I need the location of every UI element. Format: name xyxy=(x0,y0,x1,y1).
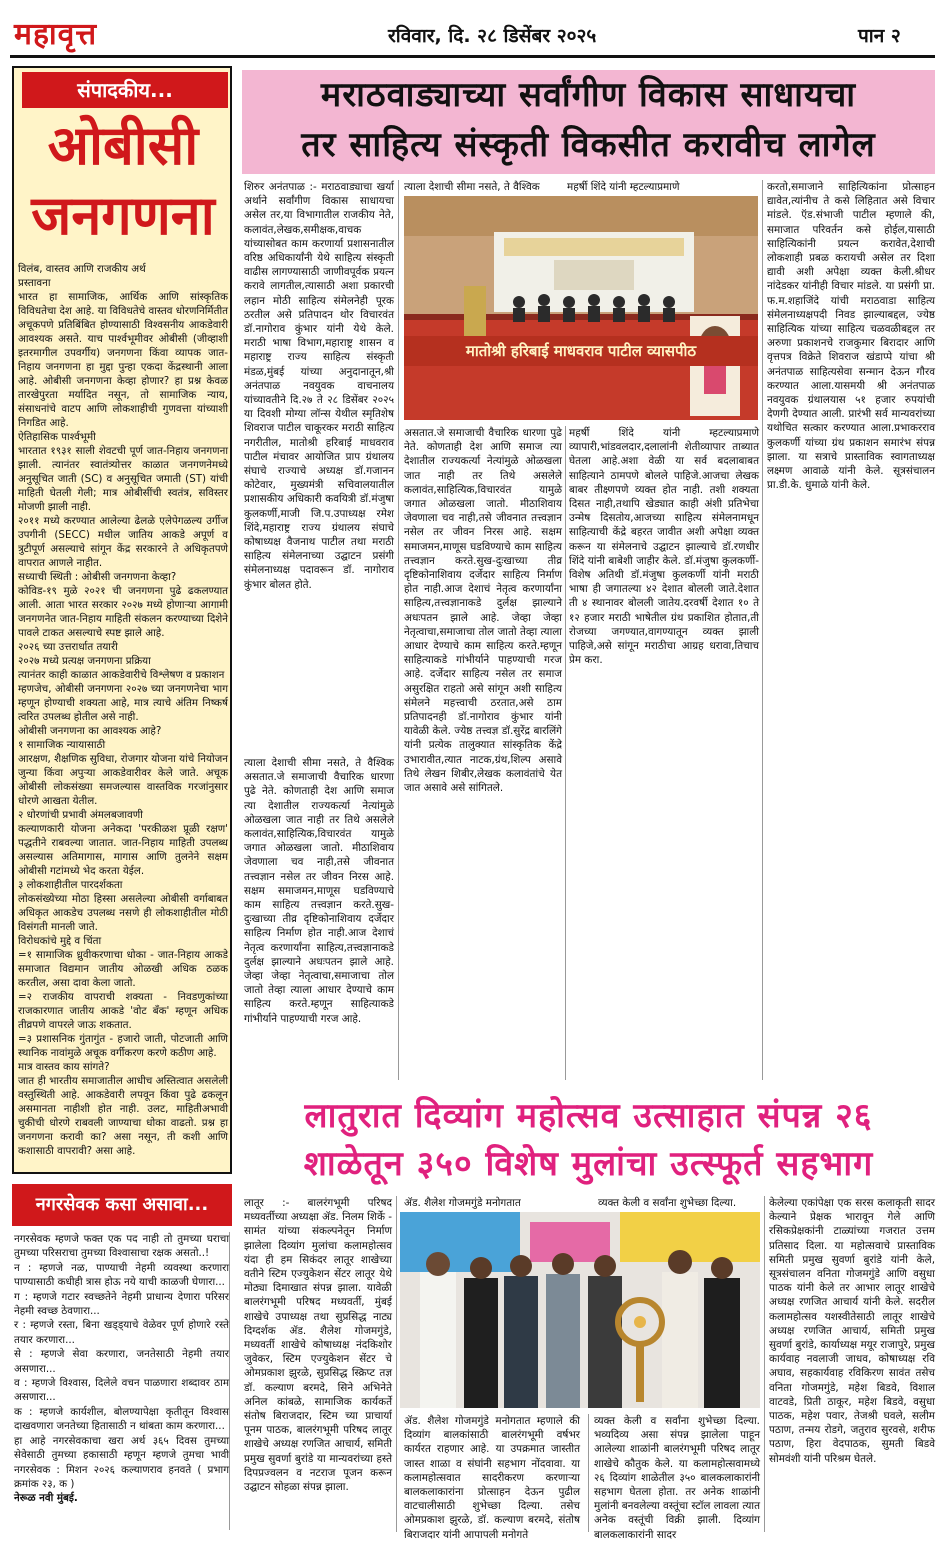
divyang-festival-photo xyxy=(400,1212,760,1408)
editorial-para: २०२७ मध्ये प्रत्यक्ष जनगणना प्रक्रिया xyxy=(18,655,151,667)
article1-col3: महर्षी शिंदे यांनी म्हटल्याप्रमाणे व्यापारी,भांडवलदार,दलालांनी शेतीव्यापार ताब्यात घेतला आहे.अशा वेळी या सर्व बदलाबाबत साहित्याने ठामपणे बोलले पाहिजे.आजचा लेखक बाबर तीक्ष्णपणे व्यक्त होत नाही. तशी शक्यता दिसत नाही,तथापि खेड्यात काही अंशी प्रतिभेचा उन्मेष दिसतोय,आजच्या साहित्य संमेलनामधून साहित्याची केंद्रे बहरत जावीत अशी अपेक्षा व्यक्त करून या संमेलनाचे उद्घाटन झाल्याचे डॉ.रणधीर शिंदे यांनी बाबेशी जाहीर केले. डॉ.मंजुषा कुलकर्णी-विशेष अतिथी डॉ.मंजुषा कुलकर्णी यांनी मराठी भाषा ही जगातल्या ४२ देशात बोलली जाते.देशात ती ४ स्थानावर बोलली जातेय.दरवर्षी देशात १० ते १२ हजार मराठी भाषेतील ग्रंथ प्रकाशित होतात,ती रोजच्या जगण्यात,वागण्यातून व्यक्त झाली पाहिजे,असे सांगून मराठीचा आग्रह धरावा,तिचाच प्रेम करा. xyxy=(569,427,759,667)
article2-col2-lead: ॲड. शैलेश गोजमगुंडे मनोगतात xyxy=(404,1197,521,1209)
nagarsevak-para: न : म्हणजे नळ, पाण्याची नेहमी व्यवस्था करणारा पाण्यासाठी कधीही त्रास होऊ नये याची काळजी घेणारा... xyxy=(14,1261,229,1289)
editorial-para: प्रस्तावना xyxy=(18,277,51,289)
editorial-para: =१ सामाजिक ध्रुवीकरणाचा धोका - जात-निहाय आकडे समाजात विद्यमान जातीय ओळखी अधिक ठळक करतील, असा दावा केला जातो. xyxy=(18,949,228,989)
editorial-para: सध्याची स्थिती : ओबीसी जनगणना केव्हा? xyxy=(18,571,177,583)
article2-headline xyxy=(242,1092,935,1192)
newspaper-logo: महावृत्त xyxy=(14,17,98,52)
editorial-para: कोविड-१९ मुळे २०२१ ची जनगणना पुढे ढकलण्यात आली. आता भारत सरकार २०२७ मध्ये होणाऱ्या आगामी जनगणनेत जात-निहाय माहिती संकलन करण्याच्या दिशेने पावले टाकत असल्याचे स्पष्ट झाले आहे. xyxy=(18,585,228,639)
article2-col4: केलेल्या एकांपेक्षा एक सरस कलाकृती सादर केल्याने प्रेक्षक भारावून गेले आणि रसिकप्रेक्षकांनी टाळ्यांच्या गजरात उत्तम प्रतिसाद दिला. या महोत्सवाचे प्रास्ताविक समिती प्रमुख सुवर्णा बुरांडे यांनी केले, सूत्रसंचालन वनिता गोजमगुंडे आणि वसुधा पाठक यांनी केले तर आभार लातूर शाखेचे अध्यक्ष रणजित आचार्य यांनी केले. सदरील कलामहोत्सव यशस्वीतेसाठी लातूर शाखेचे अध्यक्ष रणजित आचार्य, समिती प्रमुख सुवर्णा बुरांडे, कार्याध्यक्ष मयूर राजापुरे, प्रमुख कार्यवाह नवलाजी जाधव, कोषाध्यक्ष रवि अघाव, सहकार्यवाह रविकिरण सावंत तसेच वनिता गोजमगुंडे, महेश बिडवे, विशाल वाटवडे, प्रिती ठाकूर, महेश बिडवे, वसुधा पाठक, महेश पवार, तेजश्री घवले, सलीम पठाण, तन्मय रोडगे, जतुराव सुरवसे, शरीफ पठाण, हिरा वेदपाठक, सुमती बिडवे सोमवंशी यांनी परिश्रम घेतले. xyxy=(769,1197,935,1465)
editorial-title-line1: ओबीसी xyxy=(47,113,199,177)
editorial-body xyxy=(18,262,228,1170)
article2-headline-line2: शाळेतून ३५० विशेष मुलांचा उत्स्फूर्त सहभाग xyxy=(303,1144,874,1184)
nagarsevak-para: नगरसेवक म्हणजे फक्त एक पद नाही तो तुमच्या घराचा तुमच्या परिसराचा तुमच्या विश्वासाचा रक्षक असतो..! xyxy=(14,1233,229,1260)
editorial-para: २ धोरणांची प्रभावी अंमलबजावणी xyxy=(18,809,143,821)
divyang-festival-photo-image xyxy=(400,1212,760,1408)
page-number: पान २ xyxy=(858,25,901,47)
editorial-para: =३ प्रशासनिक गुंतागुंत - हजारो जाती, पोटजाती आणि स्थानिक नावांमुळे अचूक वर्गीकरण करणे कठीण आहे. xyxy=(18,1033,228,1059)
editorial-para: म्हणजेच, ओबीसी जनगणना २०२७ च्या जनगणनेचा भाग म्हणून होण्याची शक्यता आहे, मात्र त्याचे अंतिम निष्कर्ष त्वरित उपलब्ध होतील असे नाही. xyxy=(18,683,228,723)
article1-col2: असतात.जे समाजाची वैचारिक धारणा पुढे नेते. कोणताही देश आणि समाज त्या देशातील राज्यकर्त्या नेत्यांमुळे ओळखला जात नाही तर तिथे असलेले कलावंत,साहित्यिक,विचारवंत यामुळे जगात ओळखला जातो. मीठाशिवाय जेवणाला चव नाही,तसे जीवनात तत्त्वज्ञान नसेल तर जीवन निरस आहे. सक्षम समाजमन,माणूस घडविण्याचे काम साहित्य तत्त्वज्ञान करते.सुख-दुःखाच्या तीव्र दृष्टिकोनाशिवाय दर्जेदार साहित्य निर्माण होत नाही.आज देशाचं नेतृत्व करणार्यांना साहित्य,तत्त्वज्ञानाकडे दुर्लक्ष झाल्याने अधःपतन झाले आहे. जेव्हा जेव्हा नेतृत्वाचा,समाजाचा तोल जातो तेव्हा त्याला आधार देण्याचे काम साहित्य करते.म्हणून साहित्याकडे गांभीर्याने पाहण्याची गरज आहे. दर्जेदार साहित्य नसेल तर समाज असुरक्षित राहतो असे सांगून अशी साहित्य संमेलने महत्त्वाची ठरतात,असे ठाम प्रतिपादनही डॉ.नागोराव कुंभार यांनी यावेळी केले. ज्येष्ठ तत्त्वज्ञ डॉ.सुरेंद्र बारलिंगे यांनी प्रत्येक तालुक्यात सांस्कृतिक केंद्रे उभारावीत,त्यात नाटक,ग्रंथ,शिल्प असावे तिथे लेखन शिबीर,लेखक कलावंतांचे येत जात असावे असे सांगितले. xyxy=(404,427,562,795)
editorial-para: मात्र वास्तव काय सांगते? xyxy=(18,1061,110,1073)
editorial-para: आरक्षण, शैक्षणिक सुविधा, रोजगार योजना यांचे नियोजन जुन्या किंवा अपुऱ्या आकडेवारीवर केले जाते. अचूक ओबीसी लोकसंख्या समजल्यास वास्तविक गरजांनुसार धोरणे आखता येतील. xyxy=(18,753,228,807)
conference-photo xyxy=(404,196,758,420)
editorial-para: ओबीसी जनगणना का आवश्यक आहे? xyxy=(18,725,162,737)
editorial-para: लोकसंख्येच्या मोठा हिस्सा असलेल्या ओबीसी वर्गाबाबत अधिकृत आकडेच उपलब्ध नसणे ही लोकशाहीतील मोठी विसंगती मानली जाते. xyxy=(18,893,228,933)
article1-col2-lead: त्याला देशाची सीमा नसते, ते वैश्विक xyxy=(404,181,540,193)
nagarsevak-signature: नेरूळ नवी मुंबई. xyxy=(14,1492,78,1505)
article2-col3: व्यक्त केली व सर्वांना शुभेच्छा दिल्या. भव्यदिव्य असा संपन्न झालेला पाहून आलेल्या शाळांनी बालरंगभूमी परिषद लातूर शाखेचे कौतुक केले. या कलामहोत्सवामध्ये २६ दिव्यांग शाळेतील ३५० बालकलाकारांनी सहभाग घेतला होता. तर अनेक शाळांनी मुलांनी बनवलेल्या वस्तूंचा स्टॉल लावला त्यात अनेक वस्तूंची विक्री झाली. दिव्यांग बालकलाकारांनी सादर xyxy=(594,1415,760,1541)
editorial-para: २०२६ च्या उत्तरार्धात तयारी xyxy=(18,641,118,653)
article2-col1: लातूर :- बालरंगभूमी परिषद मध्यवर्तीच्या अध्यक्षा ॲड. निलम शिर्के - सामंत यांच्या संकल्पनेतून निर्माण झालेला दिव्यांग मुलांचा कलामहोत्सव यंदा ही हम सिकंदर लातूर शाखेच्या वतीने स्टिम एज्युकेशन सेंटर लातूर येथे मोठ्या दिमाखात संपन्न झाला. यावेळी बालरंगभूमी परिषद मध्यवर्ती, मुंबई शाखेचे उपाध्यक्ष तथा सुप्रसिद्ध नाट्य दिग्दर्शक ॲड. शैलेश गोजमगुंडे, मध्यवर्ती शाखेचे कोषाध्यक्ष नंदकिशोर जुवेकर, स्टिम एज्युकेशन सेंटर चे ओमप्रकाश झुरळे, सुप्रसिद्ध स्क्रिप्ट तज्ञ डॉ. कल्याण बरमदे, सिने अभिनेते अनिल कांबळे, सामाजिक कार्यकर्ते संतोष बिराजदार, स्टिम च्या प्राचार्या पूनम पाठक, बालरंगभूमी परिषद लातूर शाखेचे अध्यक्ष रणजित आचार्य, समिती प्रमुख सुवर्णा बुरांडे या मान्यवरांच्या हस्ते दिपप्रज्वलन व नटराज पूजन करून उद्घाटन सोहळा संपन्न झाला. xyxy=(244,1197,392,1494)
article1-col1-cont: त्याला देशाची सीमा नसते, ते वैश्विक असतात.जे समाजाची वैचारिक धारणा पुढे नेते. कोणताही देश आणि समाज त्या देशातील राज्यकर्त्या नेत्यांमुळे ओळखला जात नाही तर तिथे असलेले कलावंत,साहित्यिक,विचारवंत यामुळे जगात ओळखला जातो. मीठाशिवाय जेवणाला चव नाही,तसे जीवनात तत्त्वज्ञान नसेल तर जीवन निरस आहे. सक्षम समाजमन,माणूस घडविण्याचे काम साहित्य तत्त्वज्ञान करते.सुख-दुःखाच्या तीव्र दृष्टिकोनाशिवाय दर्जेदार साहित्य निर्माण होत नाही.आज देशाचं नेतृत्व करणार्यांना साहित्य,तत्त्वज्ञानाकडे दुर्लक्ष झाल्याने अधःपतन झाले आहे. जेव्हा जेव्हा नेतृत्वाचा,समाजाचा तोल जातो तेव्हा त्याला आधार देण्याचे काम साहित्य करते.म्हणून साहित्याकडे गांभीर्याने पाहण्याची गरज आहे. xyxy=(244,757,394,1025)
nagarsevak-heading: नगरसेवक कसा असावा... xyxy=(12,1184,232,1226)
editorial-para: २०११ मध्ये करण्यात आलेल्या ढेलळे एलेपेगळल्य उर्गीज उपगीनी (SECC) मधील जातिय आकडे अपूर्ण व त्रुटीपूर्ण असल्याचे सांगून केंद्र सरकारने ते अधिकृतपणे वापरात आणले नाहीत. xyxy=(18,515,228,569)
article2-headline-line1: लातुरात दिव्यांग महोत्सव उत्साहात संपन्न २६ xyxy=(304,1096,873,1136)
article1-col1: शिरुर अनंतपाळ :- मराठवाड्याचा खर्या अर्थाने सर्वांगीण विकास साधायचा असेल तर,या विभागातील राजकीय नेते, कलावंत,लेखक,समीक्षक,वाचक यांच्यासोबत काम करणार्या प्रशासनातील वरिष्ठ अधिकार्यांनी येथे साहित्य संस्कृती वाढीस लागण्यासाठी जाणीवपूर्वक प्रयत्न करावे लागतील,त्यासाठी अशा प्रकारची लहान मोठी साहित्य संमेलनेही पूरक ठरतील असे प्रतिपादन थोर विचारवंत डॉ.नागोराव कुंभार यांनी येथे केले. मराठी भाषा विभाग,महाराष्ट्र शासन व महाराष्ट्र राज्य साहित्य संस्कृती मंडळ,मुंबई यांच्या अनुदानातून,श्री अनंतपाळ नवयुवक वाचनालय यांच्यावतीने दि.२७ ते २८ डिसेंबर २०२५ या दिवशी मोग्या लॉन्स येथील स्मृतिशेष शिवराज पाटील चाकूरकर मराठी साहित्य नगरीतील, मातोश्री हरिबाई माधवराव पाटील मंचावर आयोजित प्राप ग्रंथालय संघाचे राज्याचे अध्यक्ष डॉ.गजानन कोटेवार, मुख्यमंत्री सचिवालयातील प्रशासकीय अधिकारी कवयित्री डॉ.मंजुषा कुलकर्णी,माजी जि.प.उपाध्यक्ष रमेश शिंदे,महाराष्ट्र राज्य ग्रंथालय संघाचे कोषाध्यक्ष वैजनाथ पाटील तथा मराठी साहित्य संमेलनाच्या उद्घाटन प्रसंगी संमेलनाध्यक्ष पदावरून डॉ. नागोराव कुंभार बोलत होते. xyxy=(244,181,394,591)
article2-col2: ॲड. शैलेश गोजमगुंडे मनोगतात म्हणाले की दिव्यांग बालकांसाठी बालरंगभूमी वर्षभर कार्यरत राहणार आहे. या उपक्रमात जास्तीत जास्त शाळा व संघांनी सहभाग नोंदवावा. या कलामहोत्सवात सादरीकरण करणाऱ्या बालकलाकारांना प्रोत्साहन देऊन पुढील वाटचालीसाठी शुभेच्छा दिल्या. तसेच ओमप्रकाश झुरळे, डॉ. कल्याण बरमदे, संतोष बिराजदार यांनी आपापली मनोगते xyxy=(404,1415,580,1541)
nagarsevak-para: से : म्हणजे सेवा करणारा, जनतेसाठी नेहमी तयार असणारा... xyxy=(14,1348,229,1375)
article2-col3-lead: व्यक्त केली व सर्वांना शुभेच्छा दिल्या. xyxy=(598,1197,737,1209)
dateline: रविवार, दि. २८ डिसेंबर २०२५ xyxy=(388,25,597,47)
editorial-para: जात ही भारतीय समाजातील आधीच अस्तित्वात असलेली वस्तुस्थिती आहे. आकडेवारी लपवून किंवा पुढे ढकलून असमानता नाहीशी होत नाही. उलट, माहितीअभावी चुकीची धोरणे राबवली जाण्याचा धोका वाढतो. प्रश्न हा जनगणना करावी का? असा नसून, ती कशी आणि कशासाठी वापरावी? असा आहे. xyxy=(18,1075,228,1157)
article1-col4: करतो,समाजाने साहित्यिकांना प्रोत्साहन द्यावेत,त्यांनीच ते कसे लिहितात असे विचार मांडले. ऍड.संभाजी पाटील म्हणाले की, समाजात परिवर्तन कसे होईल,यासाठी साहित्यिकांनी प्रयत्न करावेत,देशाची लोकशाही प्रबळ करायची असेल तर दिशा द्यावी अशी अपेक्षा व्यक्त केली.श्रीधर नांदेडकर यांनीही विचार मांडले. या प्रसंगी प्रा. फ.म.शहाजिंदे यांची मराठवाडा साहित्य संमेलनाध्यक्षपदी निवड झाल्याबद्दल, ज्येष्ठ साहित्यिक यांच्या साहित्य चळवळीबद्दल तर अरुणा प्रकाशनचे राजकुमार बिरादार आणि वृत्तपत्र विक्रेते शिवराज खंडाप्पे यांचा श्री अनंतपाळ साहित्यसेवा सन्मान देऊन गौरव करण्यात आला.यासमयी श्री अनंतपाळ नवयुवक ग्रंथालयास ५१ हजार रुपयांची देणगी देण्यात आली. प्रारंभी सर्व मान्यवरांच्या यथोचित सत्कार करण्यात आला.प्रभाकरराव कुलकर्णी यांच्या ग्रंथ प्रकाशन समारंभ संपन्न झाला. या सत्राचे प्रास्ताविक स्वागताध्यक्ष लक्ष्मण आवाळे यांनी केले. सूत्रसंचालन प्रा.डी.के. धुमाळे यांनी केले. xyxy=(767,181,935,492)
column-rule xyxy=(565,426,566,1080)
article1-headline-line2: तर साहित्य संस्कृती विकसीत करावीच लागेल xyxy=(301,125,876,165)
column-rule xyxy=(762,180,763,1080)
editorial-para: कल्याणकारी योजना अनेकदा 'परकीळश प्रूळी रक्षण' पद्धतीने राबवल्या जातात. जात-निहाय माहिती उपलब्ध असल्यास अतिमागास, मागास आणि तुलनेने सक्षम ओबीसी गटांमध्ये भेद करता येईल. xyxy=(18,823,228,877)
nagarsevak-para: ग : म्हणजे गटार स्वच्छतेने नेहमी प्राधान्य देणारा परिसर नेहमी स्वच्छ ठेवणारा... xyxy=(14,1290,229,1318)
editorial-para: ३ लोकशाहीतील पारदर्शकता xyxy=(18,879,123,891)
editorial-label: संपादकीय... xyxy=(22,72,228,108)
editorial-para: =२ राजकीय वापराची शक्यता - निवडणुकांच्या राजकारणात जातीय आकडे 'वोट बँक' म्हणून अधिक तीव्रपणे वापरले जाऊ शकतात. xyxy=(18,991,228,1031)
article1-col3-lead: महर्षी शिंदे यांनी म्हटल्याप्रमाणे xyxy=(567,181,680,193)
column-rule xyxy=(396,1196,397,1532)
article1-headline-line1: मराठवाड्याच्या सर्वांगीण विकास साधायचा xyxy=(320,75,857,115)
editorial-para: १ सामाजिक न्यायासाठी xyxy=(18,739,106,751)
column-rule xyxy=(588,1414,589,1532)
editorial-para: त्यानंतर काही काळात आकडेवारीचे विश्लेषण व प्रकाशन xyxy=(18,669,225,681)
editorial-title-line2: जनगणना xyxy=(31,183,215,247)
photo-banner-text: मातोश्री हरिबाई माधवराव पाटील व्यासपीठ xyxy=(465,342,697,360)
masthead-rule xyxy=(10,55,935,58)
editorial-para: भारत हा सामाजिक, आर्थिक आणि सांस्कृतिक विविधतेचा देश आहे. या विविधतेचे वास्तव धोरणनिर्मितीत अचूकपणे प्रतिबिंबित होण्यासाठी विश्वसनीय आकडेवारी आवश्यक असते. याच पार्श्वभूमीवर ओबीसी (जीव्हाशी इतरमागील उपवर्गीय) जनगणना किंवा व्यापक जात-निहाय जनगणना हा मुद्दा पुन्हा एकदा केंद्रस्थानी आला आहे. ओबीसी जनगणना केव्हा होणार? हा प्रश्न केवळ तारखेपुरता मर्यादित नसून, तो सामाजिक न्याय, संसाधनांचे वाटप आणि लोकशाहीची गुणवत्ता यांच्याशी निगडित आहे. xyxy=(18,291,228,429)
editorial-para: विरोधकांचे मुद्दे व चिंता xyxy=(18,935,102,947)
nagarsevak-para: र : म्हणजे रस्ता, बिना खड्ड्याचे वेळेवर पूर्ण होणारे रस्ते तयार करणारा... xyxy=(14,1319,229,1346)
masthead xyxy=(0,0,945,58)
editorial-title xyxy=(16,110,230,260)
editorial-para: ऐतिहासिक पार्श्वभूमी xyxy=(18,431,96,443)
editorial-para: भारतात १९३१ साली शेवटची पूर्ण जात-निहाय जनगणना झाली. त्यानंतर स्वातंत्र्योत्तर काळात जनगणनेमध्ये अनुसूचित जाती (SC) व अनुसूचित जमाती (ST) यांची माहिती घेतली गेली; मात्र ओबीसींची स्वतंत्र, सविस्तर मोजणी झाली नाही. xyxy=(18,445,228,513)
nagarsevak-para: क : म्हणजे कार्यशील, बोलण्यापेक्षा कृतीतून विश्वास दाखवणारा जनतेच्या हितासाठी न थांबता काम करणारा... xyxy=(14,1405,229,1433)
nagarsevak-para: व : म्हणजे विश्वास, दिलेले वचन पाळणारा शब्दावर ठाम असणारा... xyxy=(14,1377,229,1404)
article1-headline xyxy=(242,70,935,174)
nagarsevak-body xyxy=(14,1232,230,1530)
nagarsevak-para: हा आहे नगरसेवकाचा खरा अर्थ ३६५ दिवस तुमच्या सेवेसाठी तुमच्या हकासाठी म्हणून म्हणजे तुमचा भावी नगरसेवक : मिशन २०२६ कल्याणराव हनवते ( प्रभाग क्रमांक २३, क ) xyxy=(14,1434,229,1490)
column-rule xyxy=(764,1196,765,1532)
conference-photo-image xyxy=(404,196,758,420)
column-rule xyxy=(398,180,399,1080)
editorial-para: विलंब, वास्तव आणि राजकीय अर्थ xyxy=(18,263,146,275)
